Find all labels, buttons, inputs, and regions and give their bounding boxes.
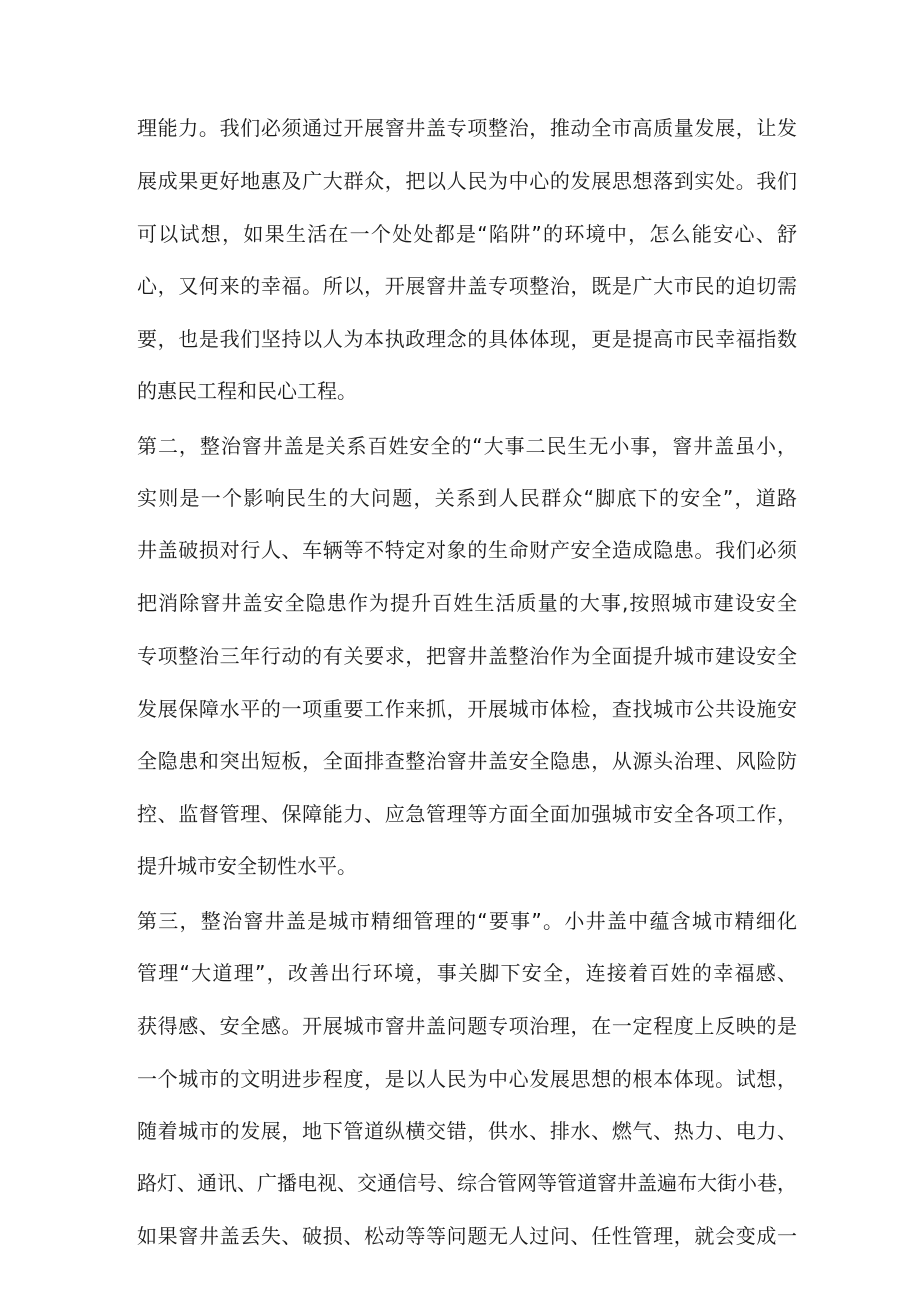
paragraph-3-line-3: 获得感、安全感。开展城市窨井盖问题专项治理，在一定程度上反映的是 [137, 1014, 797, 1038]
paragraph-1-line-5: 要，也是我们坚持以人为本执政理念的具体体现，更是提高市民幸福指数 [137, 327, 797, 351]
paragraph-2-line-6: 发展保障水平的一项重要工作来抓，开展城市体检，查找城市公共设施安 [137, 697, 797, 721]
paragraph-2-line-7: 全隐患和突出短板，全面排查整治窨井盖安全隐患，从源头治理、风险防 [137, 749, 797, 773]
paragraph-2-line-9: 提升城市安全韧性水平。 [137, 854, 357, 878]
paragraph-3-line-7: 如果窨井盖丢失、破损、松动等等问题无人过问、任性管理，就会变成一 [137, 1224, 797, 1248]
paragraph-2-line-1: 第二，整治窨井盖是关系百姓安全的“大事二民生无小事，窨井盖虽小， [137, 434, 797, 458]
paragraph-3-line-6: 路灯、通讯、广播电视、交通信号、综合管网等管道窨井盖遍布大街小巷， [137, 1171, 797, 1195]
paragraph-3-line-5: 随着城市的发展，地下管道纵横交错，供水、排水、燃气、热力、电力、 [137, 1119, 797, 1143]
paragraph-2-line-5: 专项整治三年行动的有关要求，把窨井盖整治作为全面提升城市建设安全 [137, 644, 797, 668]
paragraph-3-line-4: 一个城市的文明进步程度，是以人民为中心发展思想的根本体现。试想， [137, 1067, 797, 1091]
paragraph-1-line-6: 的惠民工程和民心工程。 [137, 379, 357, 403]
paragraph-2-line-2: 实则是一个影响民生的大问题，关系到人民群众“脚底下的安全”，道路 [137, 486, 797, 510]
paragraph-1-line-3: 可以试想，如果生活在一个处处都是“陷阱”的环境中，怎么能安心、舒 [137, 222, 797, 246]
paragraph-3-line-2: 管理“大道理”，改善出行环境，事关脚下安全，连接着百姓的幸福感、 [137, 961, 797, 985]
paragraph-1-line-1: 理能力。我们必须通过开展窨井盖专项整治，推动全市高质量发展，让发 [137, 116, 797, 140]
paragraph-2-line-4: 把消除窨井盖安全隐患作为提升百姓生活质量的大事,按照城市建设安全 [137, 591, 797, 615]
paragraph-2-line-3: 井盖破损对行人、车辆等不特定对象的生命财产安全造成隐患。我们必须 [137, 538, 797, 562]
paragraph-1-line-4: 心，又何来的幸福。所以，开展窨井盖专项整治，既是广大市民的迫切需 [137, 274, 797, 298]
paragraph-1-line-2: 展成果更好地惠及广大群众，把以人民为中心的发展思想落到实处。我们 [137, 169, 797, 193]
paragraph-3-line-1: 第三，整治窨井盖是城市精细管理的“要事”。小井盖中蕴含城市精细化 [137, 909, 797, 933]
paragraph-2-line-8: 控、监督管理、保障能力、应急管理等方面全面加强城市安全各项工作， [137, 802, 797, 826]
